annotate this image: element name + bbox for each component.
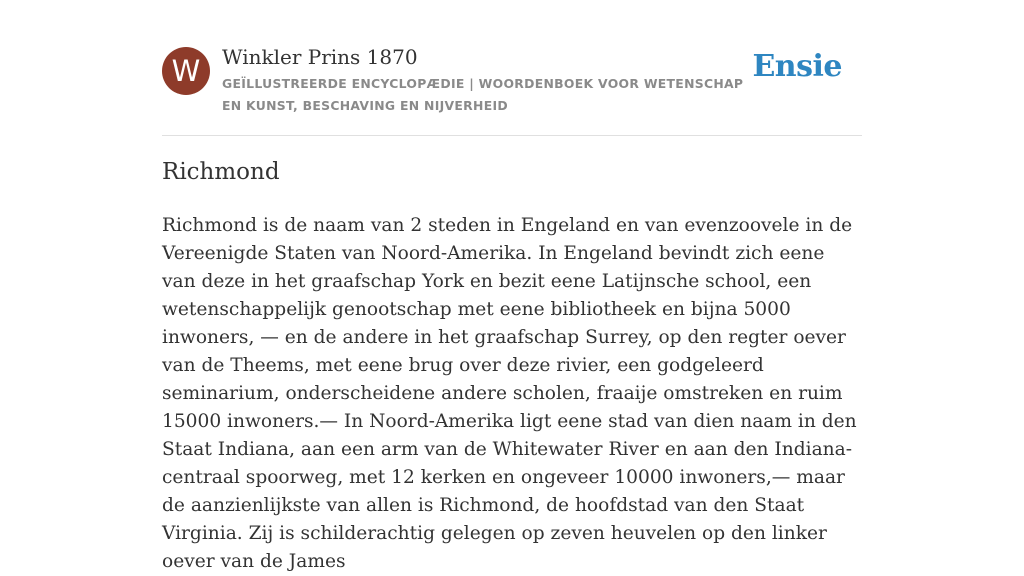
brand-logo-link[interactable]: Ensie [752, 49, 842, 84]
source-header [162, 44, 862, 134]
source-avatar[interactable]: W [162, 47, 210, 95]
entry-title: Richmond [162, 159, 280, 185]
source-subtitle: GEÏLLUSTREERDE ENCYCLOPÆDIE | WOORDENBOEK VOOR WETENSCHAP EN KUNST, BESCHAVING EN NIJVERHEID [222, 76, 744, 113]
source-title[interactable]: Winkler Prins 1870 [222, 45, 418, 69]
header-divider [162, 135, 862, 136]
entry-body: Richmond is de naam van 2 steden in Engeland en van evenzoovele in de Vereenigde Staten van Noord-Amerika. In Engeland bevindt zich eene van deze in het graafschap York en bezit eene Latijnsche school, een wetenschappelijk genootschap met eene bibliotheek en bijna 5000 inwoners, — en de andere in het graafschap Surrey, op den regter oever van de Theems, met eene brug over deze rivier, een godgeleerd seminarium, onderscheidene andere scholen, fraaije omstreken en ruim 15000 inwoners.— In Noord-Amerika ligt eene stad van dien naam in den Staat Indiana, aan een arm van de Whitewater River en aan den Indiana-centraal spoorweg, met 12 kerken en ongeveer 10000 inwoners,— maar de aanzienlijkste van allen is Richmond, de hoofdstad van den Staat Virginia. Zij is schilderachtig gelegen op zeven heuvelen op den linker oever van de James [162, 215, 857, 572]
